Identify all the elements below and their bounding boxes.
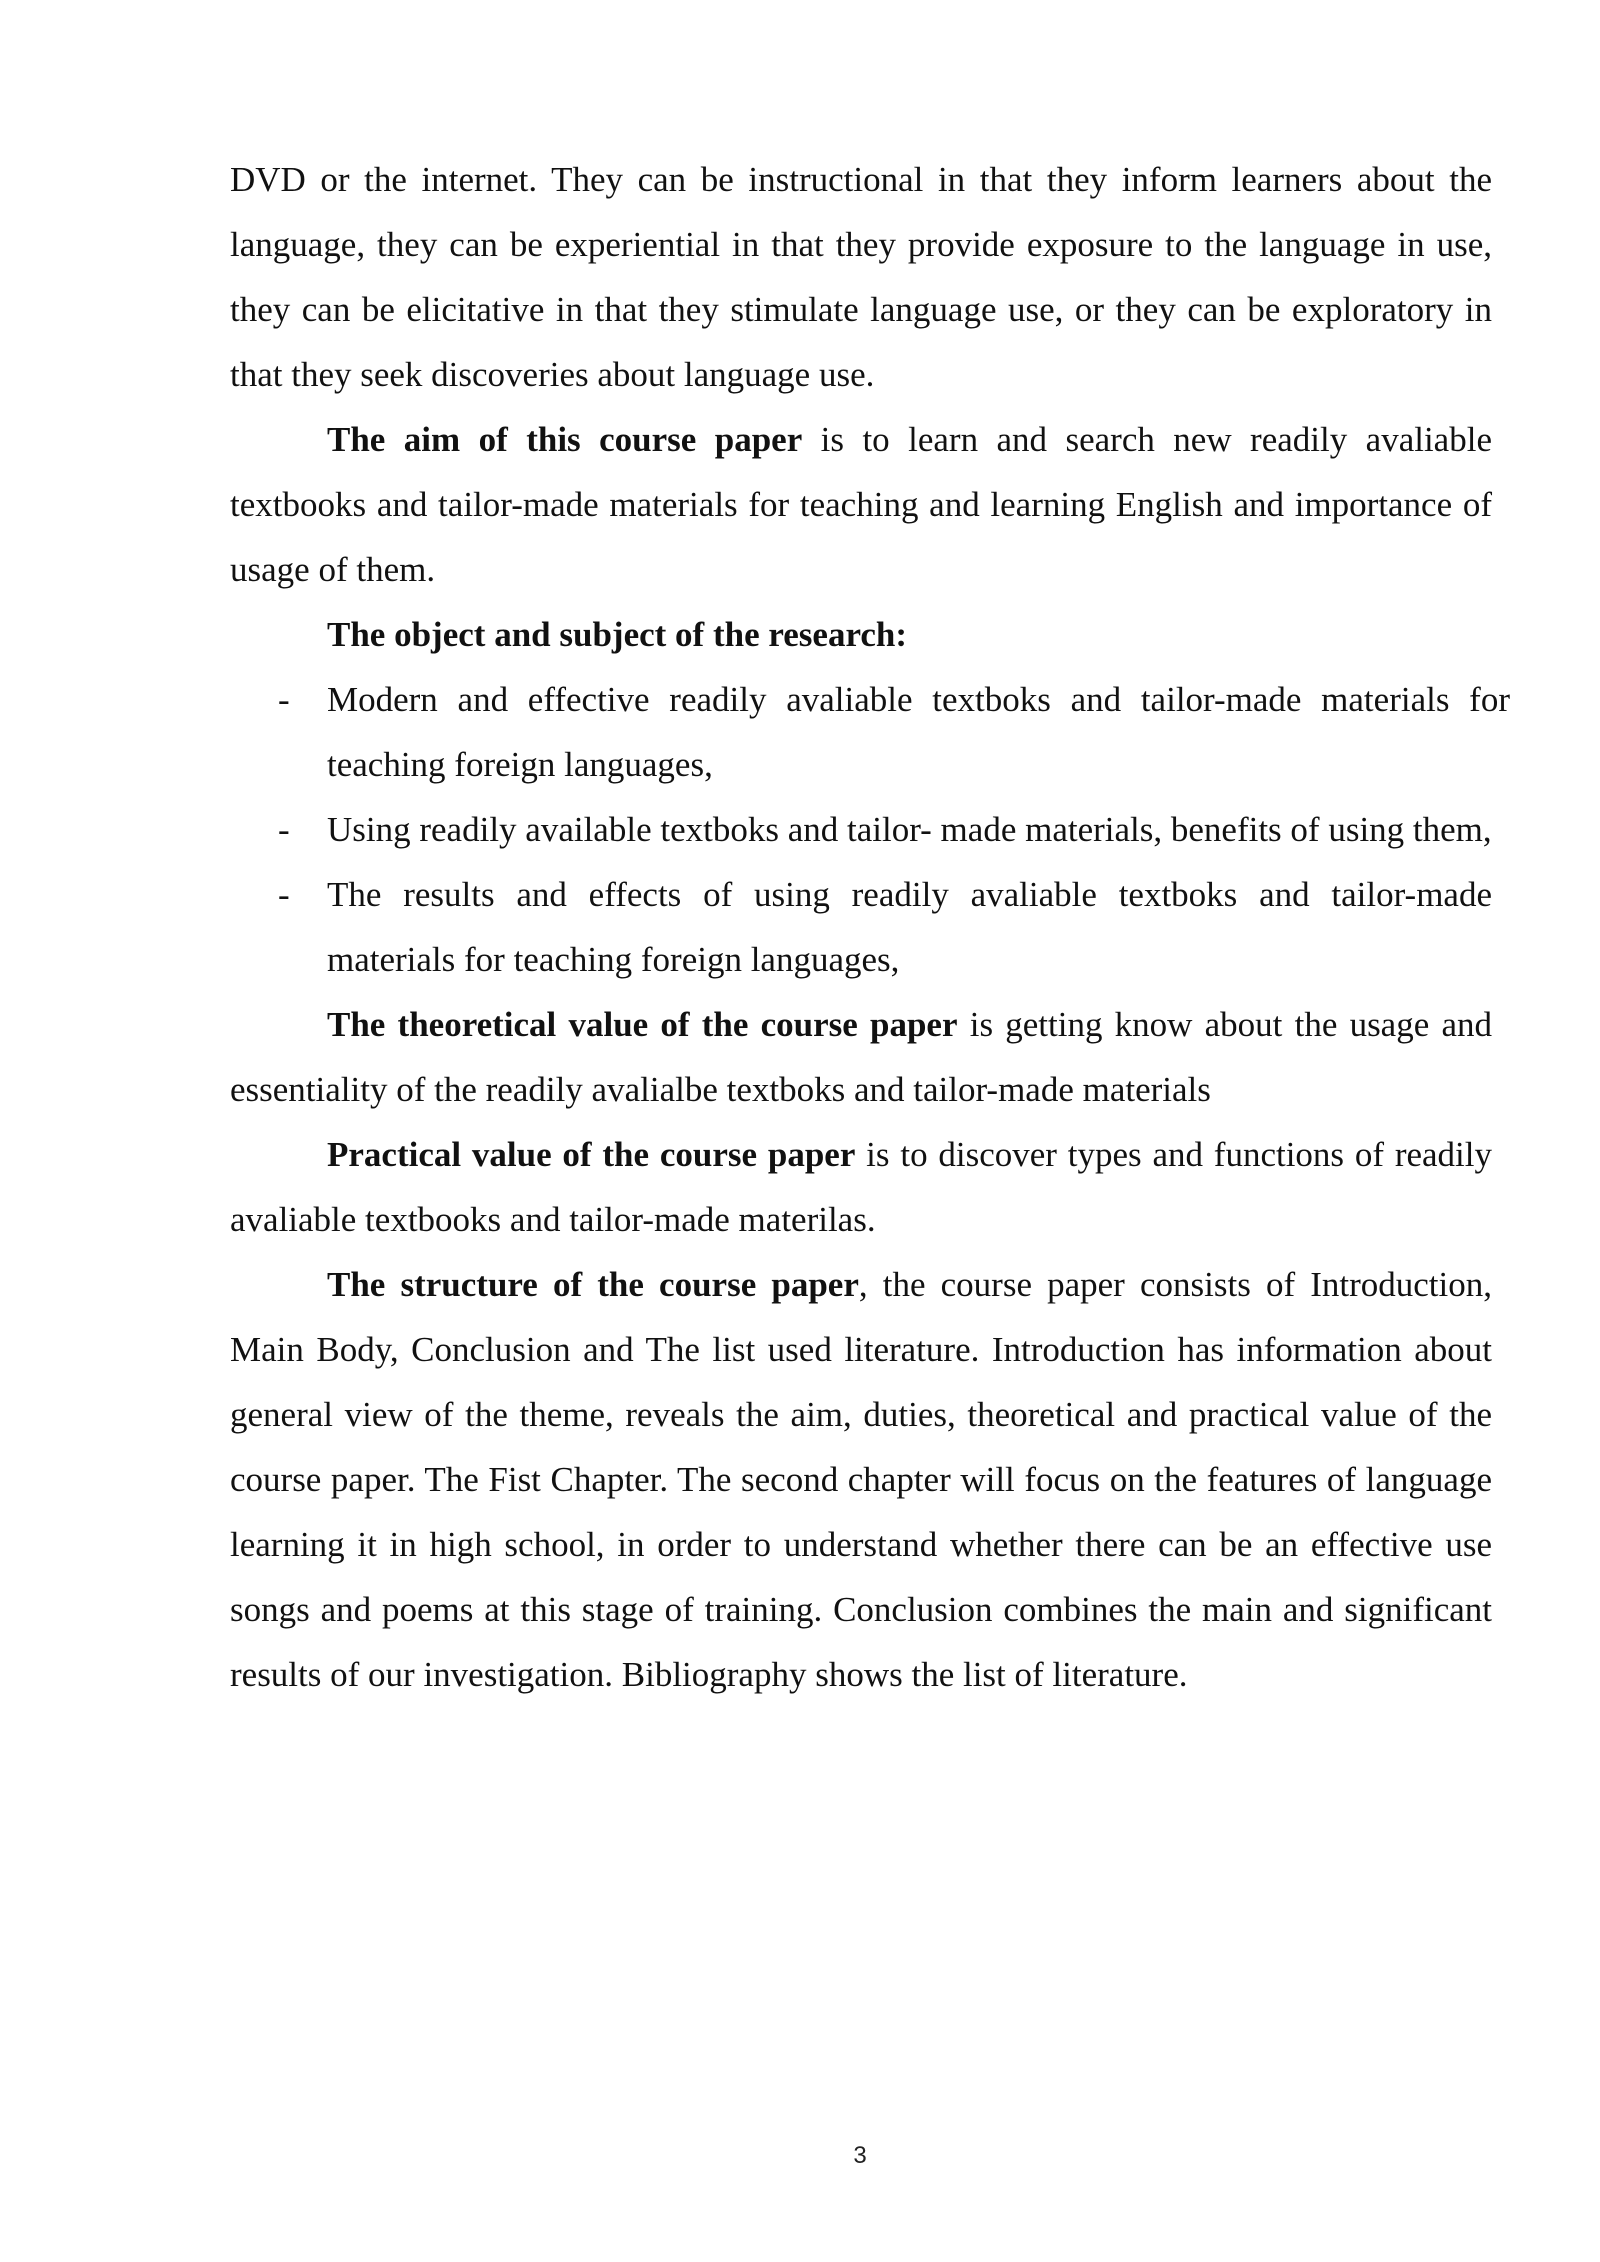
aim-label: The aim of this course paper — [327, 420, 803, 459]
list-item — [230, 862, 1492, 992]
practical-value-paragraph — [230, 1122, 1492, 1252]
object-subject-heading: The object and subject of the research: — [327, 615, 908, 654]
theoretical-value-text: is getting know about the usage and essentiality of the readily avalialbe textboks and tailor-made materials — [230, 1005, 1492, 1109]
list-item — [230, 797, 1492, 862]
structure-text: , the course paper consists of Introduction, Main Body, Conclusion and The list used literature. Introduction has information about general view of the theme, reveals the aim, duties, theoretical and practical value of the course paper. The Fist Chapter. The second chapter will focus on the features of language learning it in high school, in order to understand whether there can be an effective use songs and poems at this stage of training. Conclusion combines the main and significant results of our investigation. Bibliography shows the list of literature. — [230, 1265, 1492, 1694]
theoretical-value-paragraph — [230, 992, 1492, 1122]
aim-paragraph — [230, 407, 1492, 602]
object-subject-list — [230, 667, 1510, 992]
page-number: 3 — [853, 2142, 867, 2169]
aim-text: is to learn and search new readily avaliable textbooks and tailor-made materials for teaching and learning English and importance of usage of them. — [230, 420, 1492, 589]
list-item-text: Modern and effective readily avaliable textboks and tailor-made materials for teaching foreign languages, — [327, 680, 1510, 784]
practical-value-label: Practical value of the course paper — [327, 1135, 856, 1174]
structure-label: The structure of the course paper — [327, 1265, 859, 1304]
list-item-text: Using readily available textboks and tailor- made materials, benefits of using them, — [327, 810, 1492, 849]
list-dash: - — [278, 810, 290, 849]
practical-value-text: is to discover types and functions of readily avaliable textbooks and tailor-made materilas. — [230, 1135, 1493, 1239]
list-dash: - — [278, 680, 290, 719]
list-dash: - — [278, 875, 290, 914]
page-body — [230, 147, 1510, 1707]
intro-paragraph: DVD or the internet. They can be instructional in that they inform learners about the language, they can be experiential in that they provide exposure to the language in use, they can be elicitative in that they stimulate language use, or they can be exploratory in that they seek discoveries about language use. — [230, 160, 1492, 394]
list-item — [230, 667, 1510, 797]
structure-paragraph — [230, 1252, 1492, 1707]
theoretical-value-label: The theoretical value of the course paper — [327, 1005, 958, 1044]
list-item-text: The results and effects of using readily avaliable textboks and tailor-made materials for teaching foreign languages, — [327, 875, 1492, 979]
